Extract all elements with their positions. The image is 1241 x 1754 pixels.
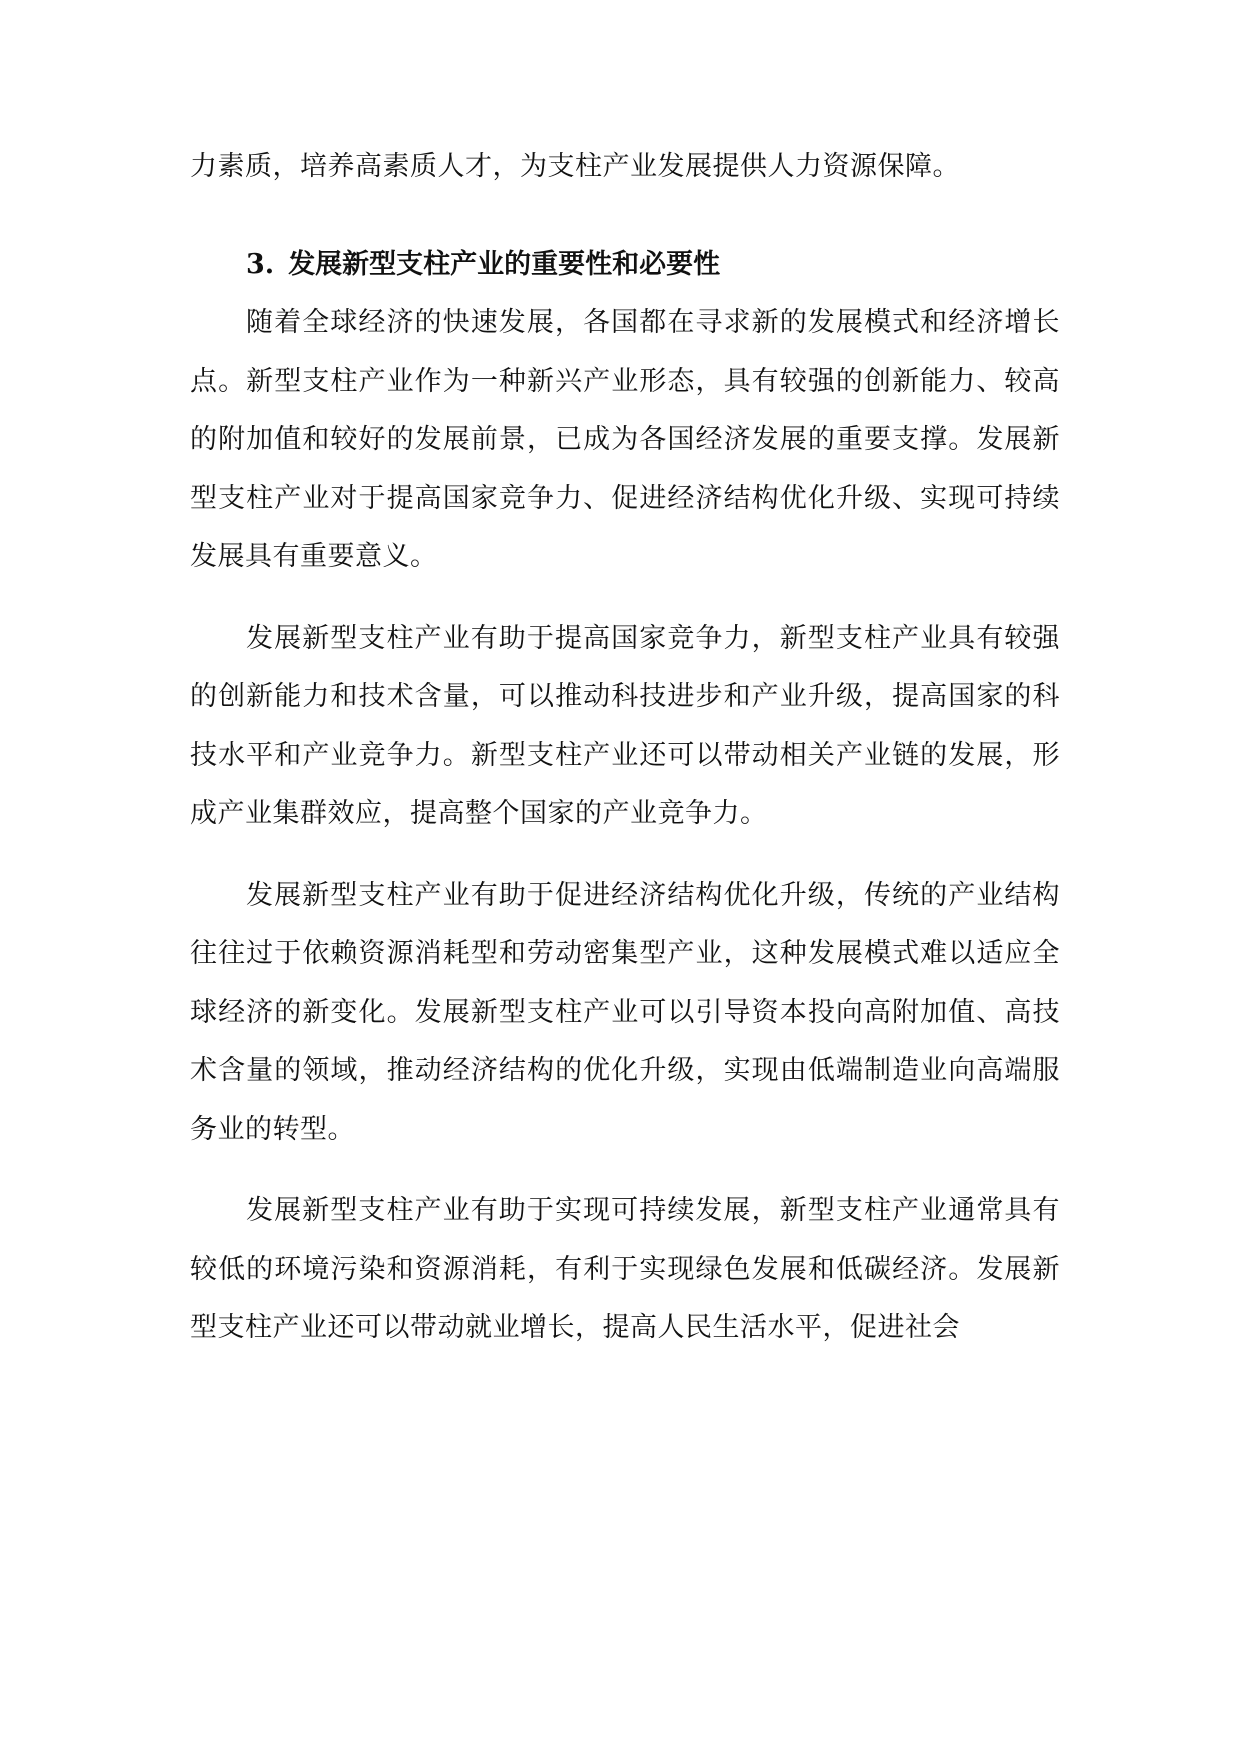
paragraph-sustainability: 发展新型支柱产业有助于实现可持续发展，新型支柱产业通常具有较低的环境污染和资源消耗，有利于实现绿色发展和低碳经济。发展新型支柱产业还可以带动就业增长，提高人民生活水平，促进社会 [190,1195,1060,1343]
paragraph-structure: 发展新型支柱产业有助于促进经济结构优化升级，传统的产业结构往往过于依赖资源消耗型和劳动密集型产业，这种发展模式难以适应全球经济的新变化。发展新型支柱产业可以引导资本投向高附加值、高技术含量的领域，推动经济结构的优化升级，实现由低端制造业向高端服务业的转型。 [190,879,1060,1145]
document-body [190,138,1060,1358]
paragraph-competitiveness: 发展新型支柱产业有助于提高国家竞争力，新型支柱产业具有较强的创新能力和技术含量，可以推动科技进步和产业升级，提高国家的科技水平和产业竞争力。新型支柱产业还可以带动相关产业链的发展，形成产业集群效应，提高整个国家的产业竞争力。 [190,622,1060,829]
spacer [190,197,1060,236]
section-number: 3. [246,248,275,280]
section-title: 发展新型支柱产业的重要性和必要性 [288,248,721,280]
paragraph-continuation: 力素质，培养高素质人才，为支柱产业发展提供人力资源保障。 [190,151,960,182]
section-heading [190,236,1060,295]
paragraph-intro: 随着全球经济的快速发展，各国都在寻求新的发展模式和经济增长点。新型支柱产业作为一种新兴产业形态，具有较强的创新能力、较高的附加值和较好的发展前景，已成为各国经济发展的重要支撑。发展新型支柱产业对于提高国家竞争力、促进经济结构优化升级、实现可持续发展具有重要意义。 [190,307,1060,572]
